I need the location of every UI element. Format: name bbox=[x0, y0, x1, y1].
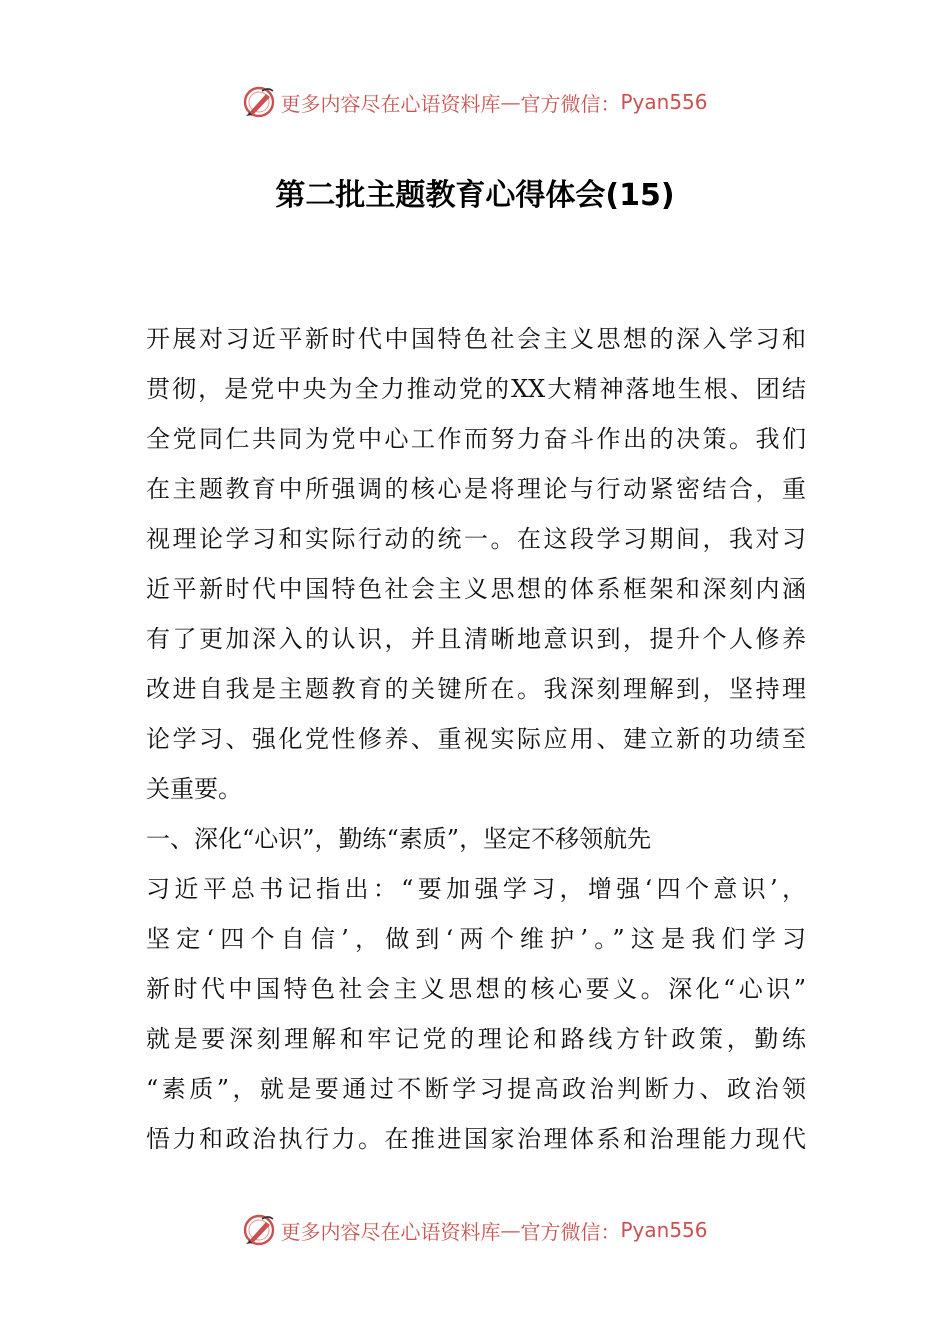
banner-separator: — bbox=[500, 1218, 521, 1242]
banner-separator: — bbox=[500, 90, 521, 114]
banner-wechat-id: Pyan556 bbox=[620, 1218, 708, 1242]
body-line: 改进自我是主题教育的关键所在。我深刻理解到，坚持理 bbox=[146, 675, 806, 703]
document-body bbox=[146, 314, 806, 1164]
body-line: 全党同仁共同为党中心工作而努力奋斗作出的决策。我们 bbox=[146, 425, 806, 453]
body-line: 近平新时代中国特色社会主义思想的体系框架和深刻内涵 bbox=[146, 575, 806, 603]
body-line: 贯彻，是党中央为全力推动党的XX大精神落地生根、团结 bbox=[146, 375, 806, 403]
banner-wechat-label: 官方微信： bbox=[520, 91, 621, 116]
banner-site-text: 更多内容尽在心语资料库 bbox=[280, 91, 501, 116]
pen-logo-icon bbox=[242, 85, 276, 119]
header-banner bbox=[0, 82, 950, 122]
body-line: 在主题教育中所强调的核心是将理论与行动紧密结合，重 bbox=[146, 475, 806, 503]
body-line: “素质”，就是要通过不断学习提高政治判断力、政治领 bbox=[146, 1075, 806, 1103]
body-line: 悟力和政治执行力。在推进国家治理体系和治理能力现代 bbox=[146, 1125, 806, 1153]
body-line: 新时代中国特色社会主义思想的核心要义。深化“心识” bbox=[146, 975, 806, 1003]
body-line: 坚定‘四个自信’，做到‘两个维护’。”这是我们学习 bbox=[146, 925, 806, 953]
page-title: 第二批主题教育心得体会(15) bbox=[275, 178, 675, 213]
footer-banner bbox=[0, 1210, 950, 1250]
body-line: 有了更加深入的认识，并且清晰地意识到，提升个人修养 bbox=[146, 625, 806, 653]
pen-logo-icon bbox=[242, 1213, 276, 1247]
body-line: 关重要。 bbox=[146, 775, 242, 803]
body-line: 视理论学习和实际行动的统一。在这段学习期间，我对习 bbox=[146, 525, 806, 553]
banner-wechat-id: Pyan556 bbox=[620, 90, 708, 114]
body-line: 习近平总书记指出：“要加强学习，增强‘四个意识’， bbox=[146, 875, 806, 903]
banner-wechat-label: 官方微信： bbox=[520, 1219, 621, 1244]
body-line: 开展对习近平新时代中国特色社会主义思想的深入学习和 bbox=[146, 325, 806, 353]
body-line: 论学习、强化党性修养、重视实际应用、建立新的功绩至 bbox=[146, 725, 806, 753]
banner-site-text: 更多内容尽在心语资料库 bbox=[280, 1219, 501, 1244]
section-heading: 一、深化“心识”，勤练“素质”，坚定不移领航先 bbox=[146, 825, 652, 853]
body-line: 就是要深刻理解和牢记党的理论和路线方针政策，勤练 bbox=[146, 1025, 806, 1053]
